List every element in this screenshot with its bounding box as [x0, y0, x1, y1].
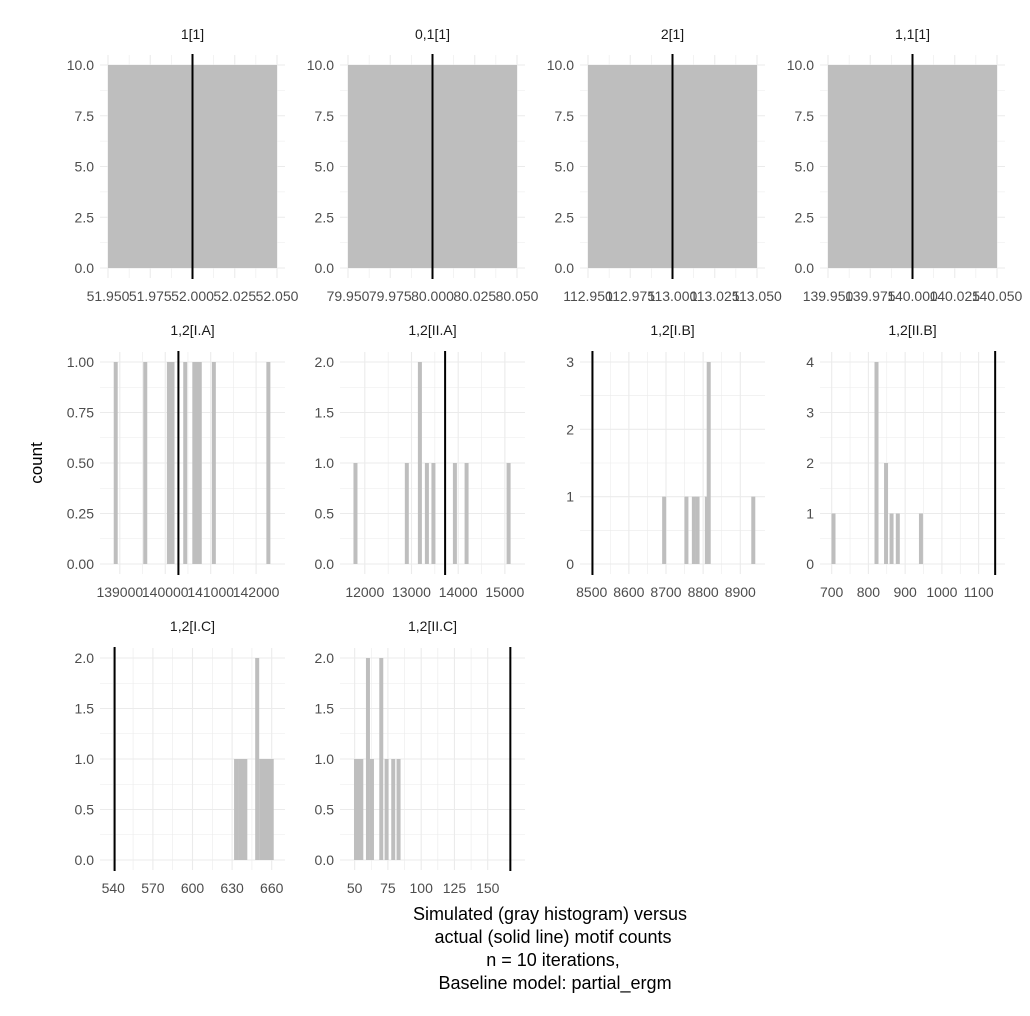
y-tick-label: 0.0 — [74, 852, 94, 868]
histogram-bar — [507, 463, 511, 564]
histogram-bar — [391, 759, 395, 860]
facet-panel-5 — [67, 322, 285, 600]
x-tick-label: 14000 — [438, 584, 478, 600]
x-tick-label: 8700 — [650, 584, 682, 600]
y-tick-label: 2.0 — [314, 354, 334, 370]
panel-title: 0,1[1] — [414, 26, 451, 42]
x-tick-label: 1100 — [963, 584, 994, 600]
x-tick-label: 79.975 — [368, 288, 412, 304]
x-tick-label: 660 — [260, 880, 284, 896]
y-tick-label: 0 — [566, 556, 574, 572]
y-tick-label: 3 — [806, 404, 814, 421]
x-tick-label: 140.000 — [887, 288, 938, 304]
histogram-bar — [397, 759, 401, 860]
histogram-bar — [405, 463, 409, 564]
y-tick-label: 0.0 — [314, 556, 334, 572]
x-tick-label: 80.025 — [453, 288, 497, 304]
x-tick-label: 142000 — [232, 584, 280, 600]
y-tick-label: 0.5 — [314, 801, 334, 818]
x-tick-label: 139000 — [96, 584, 144, 600]
histogram-bar — [234, 759, 238, 860]
x-tick-label: 150 — [476, 880, 500, 896]
histogram-bar — [270, 759, 274, 860]
y-tick-label: 1.0 — [74, 751, 94, 767]
histogram-bar — [751, 497, 755, 564]
x-tick-label: 139.975 — [844, 288, 896, 304]
x-tick-label: 51.950 — [86, 288, 130, 304]
x-tick-label: 140.025 — [929, 288, 981, 304]
x-tick-label: 79.950 — [326, 288, 370, 304]
y-tick-label: 2.0 — [314, 650, 334, 666]
x-tick-label: 8600 — [613, 584, 645, 600]
x-tick-label: 112.950 — [563, 288, 613, 304]
y-tick-label: 7.5 — [74, 107, 94, 124]
histogram-bar — [366, 658, 370, 860]
figure-caption — [413, 904, 687, 994]
facet-panel-10 — [315, 618, 525, 896]
y-tick-label: 2 — [566, 421, 574, 438]
x-tick-label: 140000 — [141, 584, 189, 600]
facet-panel-3 — [547, 26, 782, 304]
histogram-bar — [418, 362, 422, 564]
histogram-bar — [114, 362, 118, 564]
x-tick-label: 139.950 — [802, 288, 854, 304]
y-tick-label: 10.0 — [66, 57, 94, 73]
histogram-bar — [896, 514, 900, 565]
histogram-bar — [465, 463, 469, 564]
x-tick-label: 15000 — [485, 584, 525, 600]
x-tick-label: 125 — [442, 880, 467, 896]
y-tick-label: 3 — [566, 354, 574, 370]
histogram-bar — [243, 759, 247, 860]
y-tick-label: 1.5 — [314, 700, 334, 717]
x-tick-label: 540 — [101, 880, 125, 896]
histogram-bar — [662, 497, 666, 564]
panel-title: 1,2[I.C] — [169, 618, 216, 634]
y-tick-label: 0.5 — [74, 801, 94, 818]
y-tick-label: 0.0 — [314, 852, 334, 868]
x-tick-label: 570 — [141, 880, 165, 896]
y-tick-label: 1.0 — [314, 455, 334, 471]
histogram-bar — [359, 759, 363, 860]
y-tick-label: 1.0 — [314, 751, 334, 767]
histogram-bar — [425, 463, 429, 564]
panel-title: 1,1[1] — [894, 26, 931, 42]
x-tick-label: 8800 — [687, 584, 719, 600]
histogram-bar — [198, 362, 202, 564]
y-tick-label: 7.5 — [794, 107, 814, 124]
y-tick-label: 2.5 — [314, 209, 334, 226]
facet-panel-9 — [75, 618, 285, 896]
x-tick-label: 113.050 — [732, 288, 782, 304]
y-tick-label: 5.0 — [314, 158, 334, 175]
x-tick-label: 50 — [346, 880, 363, 896]
facet-panel-1 — [67, 26, 299, 304]
y-tick-label: 1.5 — [74, 700, 94, 717]
histogram-bar — [385, 759, 389, 860]
facet-panel-7 — [566, 322, 765, 600]
y-tick-label: 1.00 — [66, 354, 94, 370]
y-tick-label: 4 — [806, 354, 814, 370]
caption-line-1: Simulated (gray histogram) versus — [412, 904, 688, 924]
panel-title: 1,2[II.B] — [888, 322, 937, 338]
panel-title: 1,2[I.A] — [170, 322, 215, 338]
x-tick-label: 1000 — [926, 584, 958, 600]
x-tick-label: 600 — [180, 880, 205, 896]
x-tick-label: 51.975 — [128, 288, 172, 304]
histogram-bar — [453, 463, 457, 564]
histogram-bar — [884, 463, 888, 564]
x-tick-label: 113.025 — [689, 288, 740, 304]
x-tick-label: 8900 — [724, 584, 756, 600]
y-tick-label: 0.5 — [314, 505, 334, 522]
histogram-bar — [874, 362, 878, 564]
y-tick-label: 0.50 — [66, 455, 94, 471]
x-tick-label: 113.000 — [647, 288, 698, 304]
y-tick-label: 0.0 — [794, 260, 814, 276]
x-tick-label: 700 — [819, 584, 844, 600]
x-tick-label: 52.025 — [213, 288, 257, 304]
y-tick-label: 0.75 — [66, 404, 94, 421]
panel-title: 1[1] — [180, 26, 205, 42]
facet-panel-2 — [307, 26, 539, 304]
y-tick-label: 2.5 — [794, 209, 814, 226]
histogram-bar — [266, 362, 270, 564]
x-tick-label: 112.975 — [605, 288, 656, 304]
panel-title: 1,2[I.B] — [650, 322, 695, 338]
caption-line-4: Baseline model: partial_ergm — [438, 973, 672, 993]
y-tick-label: 0.0 — [74, 260, 94, 276]
histogram-bar — [255, 658, 259, 860]
facet-panel-8 — [806, 322, 1005, 600]
facet-panel-4 — [787, 26, 1023, 304]
panel-title: 1,2[II.C] — [407, 618, 458, 634]
histogram-bar — [212, 362, 216, 564]
x-tick-label: 800 — [856, 584, 881, 600]
histogram-bar — [890, 514, 894, 565]
y-tick-label: 2.0 — [74, 650, 94, 666]
y-tick-label: 0 — [806, 556, 814, 572]
histogram-bar — [919, 514, 923, 565]
y-tick-label: 2.5 — [554, 209, 574, 226]
y-tick-label: 1 — [806, 505, 814, 522]
y-tick-label: 5.0 — [554, 158, 574, 175]
x-tick-label: 12000 — [345, 584, 385, 600]
y-axis-title: count — [27, 442, 46, 484]
x-tick-label: 630 — [220, 880, 244, 896]
x-tick-label: 141000 — [187, 584, 235, 600]
x-tick-label: 8500 — [576, 584, 608, 600]
y-tick-label: 2 — [806, 455, 814, 471]
y-tick-label: 10.0 — [546, 57, 574, 73]
y-tick-label: 0.0 — [314, 260, 334, 276]
caption-line-2: actual (solid line) motif counts — [434, 927, 672, 947]
y-tick-label: 1 — [566, 488, 574, 505]
y-tick-label: 1.5 — [314, 404, 334, 421]
x-tick-label: 13000 — [392, 584, 431, 600]
y-tick-label: 10.0 — [306, 57, 334, 73]
histogram-bar — [143, 362, 147, 564]
histogram-bar — [370, 759, 374, 860]
histogram-bar — [379, 658, 383, 860]
panel-title: 2[1] — [660, 26, 685, 42]
histogram-bar — [171, 362, 175, 564]
histogram-bar — [167, 362, 171, 564]
x-tick-label: 80.000 — [411, 288, 454, 304]
x-tick-label: 75 — [380, 880, 396, 896]
facet-panel-6 — [315, 322, 525, 600]
histogram-bar — [684, 497, 688, 564]
x-tick-label: 900 — [893, 584, 917, 600]
x-tick-label: 80.050 — [495, 288, 539, 304]
y-tick-label: 10.0 — [786, 57, 814, 73]
histogram-bar — [707, 362, 711, 564]
histogram-bar — [183, 362, 187, 564]
histogram-bar — [692, 497, 696, 564]
caption-line-3: n = 10 iterations, — [486, 950, 620, 970]
y-tick-label: 0.00 — [66, 556, 94, 572]
x-tick-label: 52.000 — [171, 288, 214, 304]
x-tick-label: 100 — [409, 880, 433, 896]
y-tick-label: 5.0 — [74, 158, 94, 175]
y-tick-label: 7.5 — [314, 107, 334, 124]
histogram-bar — [832, 514, 836, 565]
x-tick-label: 140.050 — [971, 288, 1023, 304]
histogram-bar — [431, 463, 435, 564]
y-tick-label: 5.0 — [794, 158, 814, 175]
x-tick-label: 52.050 — [255, 288, 299, 304]
y-tick-label: 0.25 — [66, 505, 94, 522]
facet-panels — [67, 26, 1023, 896]
panel-title: 1,2[II.A] — [408, 322, 457, 338]
histogram-bar — [353, 463, 357, 564]
histogram-bar — [696, 497, 700, 564]
y-tick-label: 7.5 — [554, 107, 574, 124]
y-tick-label: 0.0 — [554, 260, 574, 276]
y-tick-label: 2.5 — [74, 209, 94, 226]
